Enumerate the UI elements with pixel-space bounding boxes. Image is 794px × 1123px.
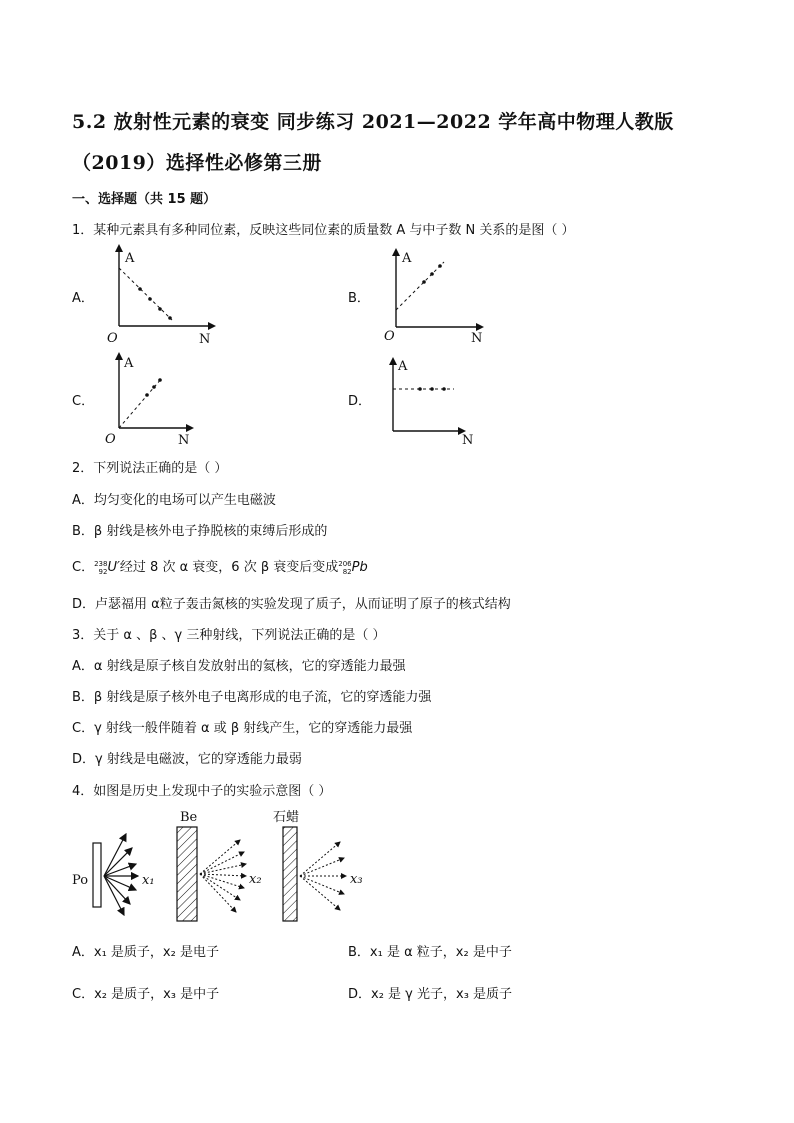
- q2-uranium-number: 92: [98, 567, 108, 576]
- q2-option-c-prefix: C．: [72, 560, 95, 575]
- q1-option-d-label: D．: [348, 394, 372, 409]
- q1d-axis-x-label: N: [462, 433, 474, 448]
- q4-x1-label: x₁: [142, 873, 155, 888]
- q2-option-a: A．均匀变化的电场可以产生电磁波: [72, 493, 276, 508]
- q2-option-c-middle: 经过 8 次 α 衰变，6 次 β 衰变后变成: [119, 560, 339, 575]
- q2-lead-number: 82: [342, 567, 352, 576]
- q2-uranium-symbol: U′: [107, 560, 120, 575]
- q2-option-b: B．β 射线是核外电子挣脱核的束缚后形成的: [72, 524, 328, 539]
- q4-be-label: Be: [180, 810, 198, 825]
- q1a-axis-y-label: A: [125, 251, 135, 266]
- q1c-axis-y-label: A: [124, 356, 134, 371]
- q2-lead-mass: 206: [338, 559, 352, 568]
- q1b-origin-label: O: [384, 329, 395, 344]
- q3-option-c: C．γ 射线一般伴随着 α 或 β 射线产生，它的穿透能力最强: [72, 721, 413, 736]
- q1b-axis-x-label: N: [471, 331, 483, 346]
- q4-stem: 4．如图是历史上发现中子的实验示意图（ ）: [72, 784, 332, 799]
- q1b-axis-y-label: A: [402, 251, 412, 266]
- q1-stem: 1．某种元素具有多种同位素，反映这些同位素的质量数 A 与中子数 N 关系的是图（ ）: [72, 223, 575, 238]
- q3-option-d: D．γ 射线是电磁波，它的穿透能力最弱: [72, 752, 302, 767]
- q4-paraffin-label: 石蜡: [273, 810, 300, 825]
- q1-option-b-label: B．: [348, 291, 370, 306]
- q4-option-c: C．x₂ 是质子，x₃ 是中子: [72, 987, 220, 1002]
- q4-x2-label: x₂: [249, 872, 262, 887]
- q1c-axis-x-label: N: [178, 433, 190, 448]
- q4-option-b: B．x₁ 是 α 粒子，x₂ 是中子: [348, 945, 512, 960]
- q1a-axis-x-label: N: [199, 332, 211, 347]
- q4-option-d: D．x₂ 是 γ 光子，x₃ 是质子: [348, 987, 513, 1002]
- q2-lead-symbol: Pb: [351, 560, 368, 575]
- q4-po-label: Po: [72, 873, 89, 888]
- q3-option-a: A．α 射线是原子核自发放射出的氦核，它的穿透能力最强: [72, 659, 406, 674]
- q4-x3-label: x₃: [350, 872, 363, 887]
- page-title-line1: 5.2 放射性元素的衰变 同步练习 2021—2022 学年高中物理人教版: [72, 111, 674, 133]
- page-title-line2: （2019）选择性必修第三册: [72, 152, 322, 174]
- q3-option-b: B．β 射线是原子核外电子电离形成的电子流，它的穿透能力强: [72, 690, 432, 705]
- q2-uranium-mass: 238: [94, 559, 108, 568]
- q1-option-a-label: A．: [72, 291, 94, 306]
- q1c-origin-label: O: [105, 432, 116, 447]
- q1-option-c-label: C．: [72, 394, 95, 409]
- section-header: 一、选择题（共 15 题）: [72, 192, 217, 207]
- q4-option-a: A．x₁ 是质子，x₂ 是电子: [72, 945, 219, 960]
- q3-stem: 3．关于 α 、β 、γ 三种射线，下列说法正确的是（ ）: [72, 628, 386, 643]
- q2-stem: 2．下列说法正确的是（ ）: [72, 461, 228, 476]
- q2-option-d: D．卢瑟福用 α粒子轰击氮核的实验发现了质子，从而证明了原子的核式结构: [72, 597, 511, 612]
- q1d-axis-y-label: A: [398, 359, 408, 374]
- q1a-origin-label: O: [107, 331, 118, 346]
